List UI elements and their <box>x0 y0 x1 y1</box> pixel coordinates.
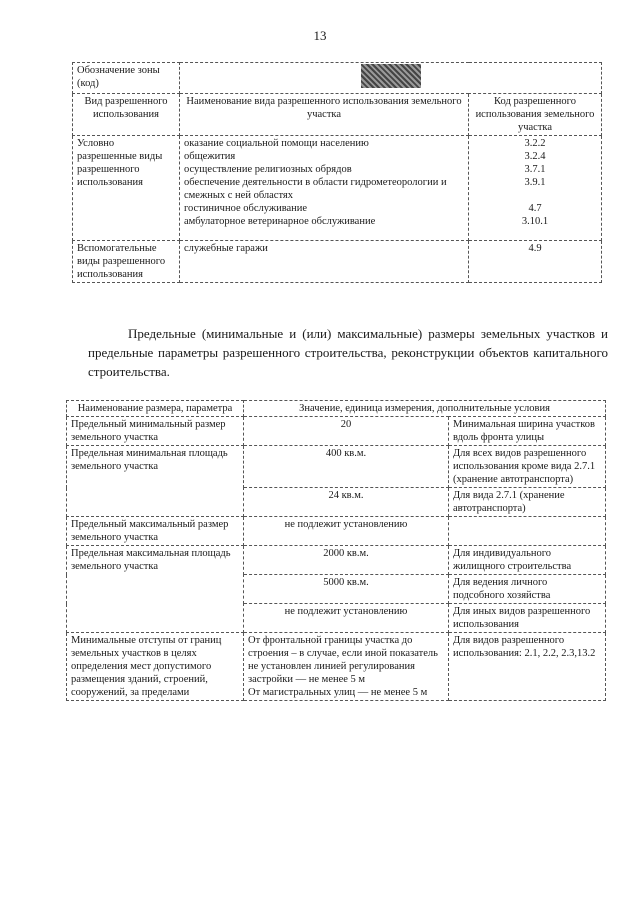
conditional-item: общежития <box>184 151 236 162</box>
param-name: Предельная максимальная площадь земельного участка <box>67 546 244 633</box>
conditional-code: 3.9.1 <box>524 177 546 188</box>
conditional-code: 3.2.4 <box>524 151 546 162</box>
param-note: Для всех видов разрешенного использования кроме вида 2.7.1 (хранение автотранспорта) <box>449 446 606 488</box>
header-use-name: Наименование вида разрешенного использования земельного участка <box>180 94 469 136</box>
param-value: 2000 кв.м. <box>244 546 449 575</box>
param-note: Для индивидуального жилищного строительства <box>449 546 606 575</box>
section-paragraph: Предельные (минимальные и (или) максимальные) размеры земельных участков и предельные параметры разрешенного строительства, реконструкции объектов капитального строительства. <box>88 326 608 379</box>
param-note: Для вида 2.7.1 (хранение автотранспорта) <box>449 488 606 517</box>
auxiliary-label: Вспомогательные виды разрешенного использования <box>73 241 180 283</box>
param-note: Минимальная ширина участков вдоль фронта улицы <box>449 417 606 446</box>
conditional-item: обеспечение деятельности в области гидрометеорологии и смежных с ней областях <box>184 177 447 201</box>
conditional-code: 3.2.2 <box>524 138 546 149</box>
param-value: 24 кв.м. <box>244 488 449 517</box>
param-note: Для видов разрешенного использования: 2.1, 2.2, 2.3,13.2 <box>449 633 606 701</box>
param-name: Предельный максимальный размер земельного участка <box>67 517 244 546</box>
param-value: не подлежит установлению <box>244 604 449 633</box>
conditional-item: амбулаторное ветеринарное обслуживание <box>184 216 376 227</box>
param-value: 20 <box>244 417 449 446</box>
param-value: 5000 кв.м. <box>244 575 449 604</box>
header-use-type: Вид разрешенного использования <box>73 94 180 136</box>
page-number: 13 <box>313 28 327 43</box>
header-param-name: Наименование размера, параметра <box>67 401 244 417</box>
param-note: Для иных видов разрешенного использования <box>449 604 606 633</box>
param-value: 400 кв.м. <box>244 446 449 488</box>
param-name: Предельная минимальная площадь земельного участка <box>67 446 244 517</box>
header-use-code: Код разрешенного использования земельного участка <box>469 94 602 136</box>
param-value: не подлежит установлению <box>244 517 449 546</box>
conditional-label: Условно разрешенные виды разрешенного использования <box>73 136 180 241</box>
param-name: Минимальные отступы от границ земельных участков в целях определения мест допустимого размещения зданий, строений, сооружений, за пределами <box>67 633 244 701</box>
conditional-item: осуществление религиозных обрядов <box>184 164 352 175</box>
param-value: От фронтальной границы участка до строения – в случае, если иной показатель не установлен линией регулирования застройки — не менее 5 м От магистральных улиц — не менее 5 м <box>244 633 449 701</box>
redacted-zone-code <box>361 64 421 88</box>
param-note: Для ведения личного подсобного хозяйства <box>449 575 606 604</box>
header-param-value: Значение, единица измерения, дополнительные условия <box>244 401 606 417</box>
parameters-table <box>66 400 606 701</box>
conditional-code: 3.10.1 <box>521 216 549 227</box>
conditional-code: 3.7.1 <box>524 164 546 175</box>
auxiliary-item: служебные гаражи <box>180 241 469 283</box>
conditional-code: 4.7 <box>528 203 542 214</box>
conditional-item: гостиничное обслуживание <box>184 203 308 214</box>
auxiliary-code: 4.9 <box>469 241 602 283</box>
param-name: Предельный минимальный размер земельного участка <box>67 417 244 446</box>
zone-label: Обозначение зоны (код) <box>73 63 180 94</box>
conditional-item: оказание социальной помощи населению <box>184 138 369 149</box>
land-use-table <box>72 62 602 283</box>
